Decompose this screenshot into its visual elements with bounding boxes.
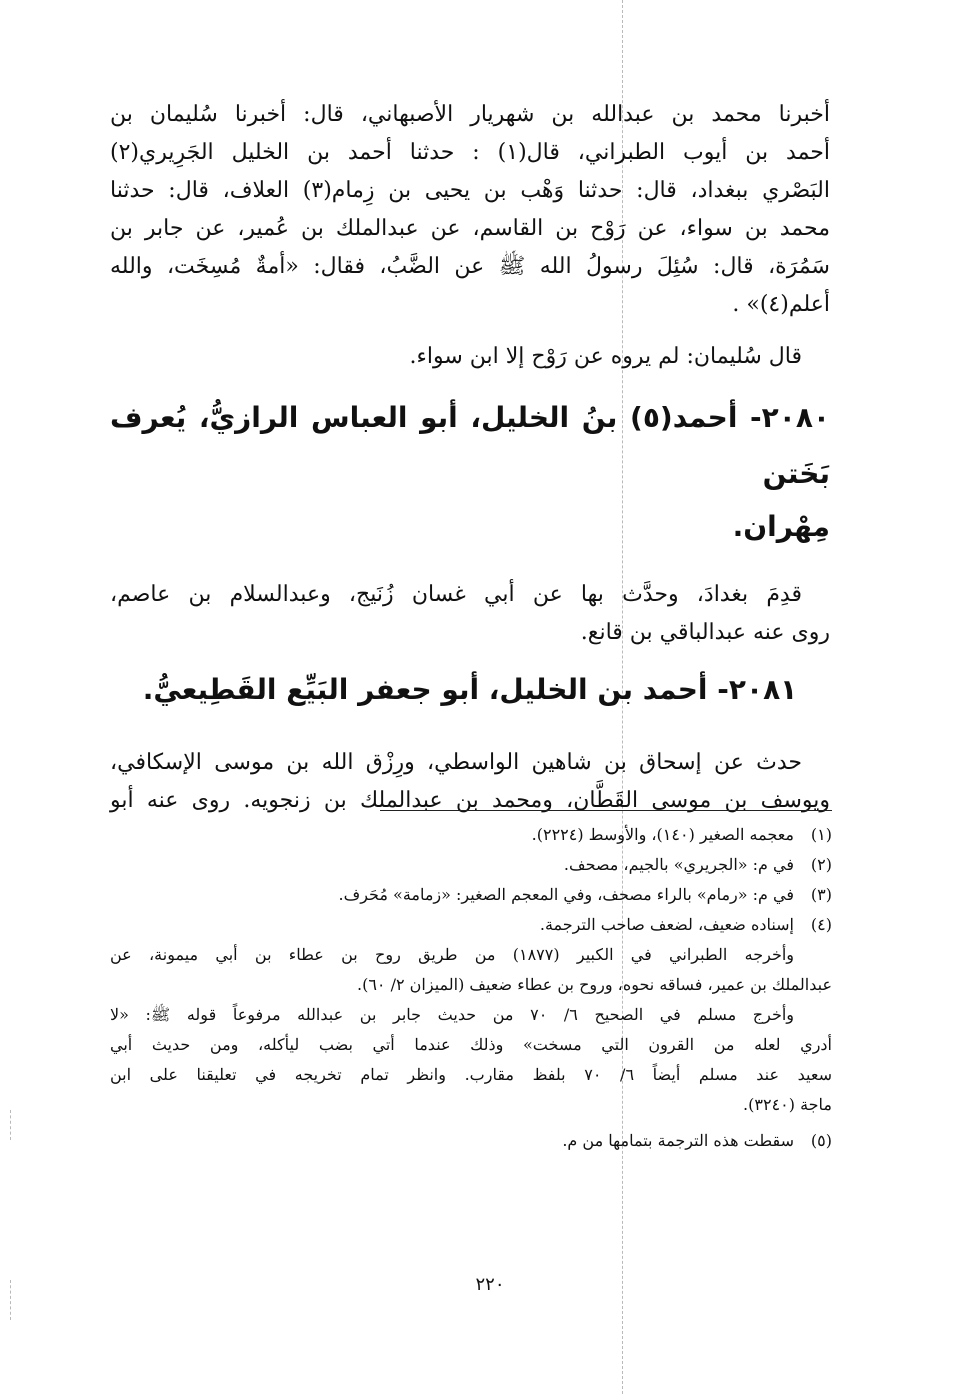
hadith-paragraph: [110, 96, 830, 324]
footnote-text: معجمه الصغير (١٤٠)، والأوسط (٢٢٢٤).: [531, 825, 794, 844]
footnote-text: إسناده ضعيف، لضعف صاحب الترجمة.: [539, 915, 794, 934]
text-line: قدِمَ بغدادَ، وحدَّث بها عن أبي غسان زُنَيج، وعبدالسلام بن عاصم،: [110, 582, 802, 607]
footnote-continuation: وأخرجه الطبراني في الكبير (١٨٧٧) من طريق روح بن عطاء بن أبي ميمونة، عن: [110, 945, 795, 964]
text-line: ويوسف بن موسى القَطَّان، ومحمد بن عبدالملك بن زنجويه. روى عنه أبو: [110, 788, 830, 813]
footnote: [110, 880, 832, 910]
scan-line: [10, 1110, 11, 1140]
entry-title: ٢٠٨١- أحمد بن الخليل، أبو جعفر البَيِّع القَطِيعيُّ.: [142, 673, 798, 706]
footnote-separator: [380, 810, 832, 811]
footnote-continuation: سعيد عند مسلم أيضاً ٦/ ٧٠ بلفظ مقارب. وانظر تمام تخريجه في تعليقنا على ابن: [110, 1065, 833, 1084]
text-line: أعلم(٤)» .: [732, 292, 830, 317]
footnote-text: في م: «رمام» بالراء مصحف، وفي المعجم الصغير: «زمامة» مُحَرف.: [338, 885, 794, 904]
text-line: محمد بن سواء، عن رَوْح بن القاسم، عن عبدالملك بن عُمير، عن جابر بن: [110, 216, 830, 241]
text-line: روى عنه عبدالباقي بن قانع.: [580, 620, 830, 645]
footnote: [110, 820, 832, 850]
note-paragraph: [110, 338, 830, 376]
text-line: البَصْري ببغداد، قال: حدثنا وَهْب بن يحيى بن زِمام(٣) العلاف، قال: حدثنا: [110, 178, 830, 203]
entry-title: مِهْران.: [732, 510, 830, 543]
footnote-number: (١): [810, 825, 832, 844]
footnote-number: (٢): [810, 855, 832, 874]
main-text: [110, 96, 830, 834]
text-line: أخبرنا محمد بن عبدالله بن شهريار الأصبهاني، قال: أخبرنا سُليمان بن: [110, 102, 830, 127]
footnote-number: (٤): [810, 915, 832, 934]
footnote-continuation: ماجة (٣٢٤٠).: [743, 1095, 832, 1114]
footnote: [110, 1126, 832, 1156]
footnotes: [110, 820, 832, 1156]
text-line: أحمد بن أيوب الطبراني، قال(١) : حدثنا أحمد بن الخليل الجَرِيري(٢): [110, 140, 831, 165]
page-number: ٢٢٠: [475, 1274, 505, 1295]
footnote-number: (٥): [810, 1131, 832, 1150]
entry-2081: [110, 662, 830, 718]
footnote-text: في م: «الجريري» بالجيم، مصحف.: [563, 855, 794, 874]
footnote: [110, 850, 832, 880]
footnote: [110, 910, 832, 940]
entry-2080-body: [110, 576, 830, 652]
footnote-number: (٣): [810, 885, 832, 904]
footnote-continuation: وأخرج مسلم في الصحيح ٦/ ٧٠ من حديث جابر بن عبدالله مرفوعاً قوله ﷺ: «لا: [110, 1005, 795, 1024]
entry-title: ٢٠٨٠- أحمد(٥) بنُ الخليل، أبو العباس الرازيُّ، يُعرف بَخَتن: [110, 401, 830, 490]
footnote-text: سقطت هذه الترجمة بتمامها من م.: [562, 1131, 794, 1150]
text-line: حدث عن إسحاق بن شاهين الواسطي، ورِزْق الله بن موسى الإسكافي،: [110, 750, 802, 775]
text-line: قال سُليمان: لم يروه عن رَوْح إلا ابن سواء.: [409, 344, 802, 369]
footnote-continuation: أدري لعله من القرون التي مسخت» وذلك عندما أتي بضب ليأكله، ومن حديث أبي: [110, 1035, 832, 1054]
footnote-continuation: عبدالملك بن عمير، فساقه نحوه، وروح بن عطاء ضعيف (الميزان ٢/ ٦٠).: [356, 975, 832, 994]
text-line: سَمُرَة، قال: سُئِلَ رسولُ الله ﷺ عن الضَّبُ، فقال: «أمةٌ مُسِخَت، والله: [110, 254, 830, 279]
entry-2080: [110, 390, 830, 552]
entry-2081-body: [110, 744, 830, 820]
